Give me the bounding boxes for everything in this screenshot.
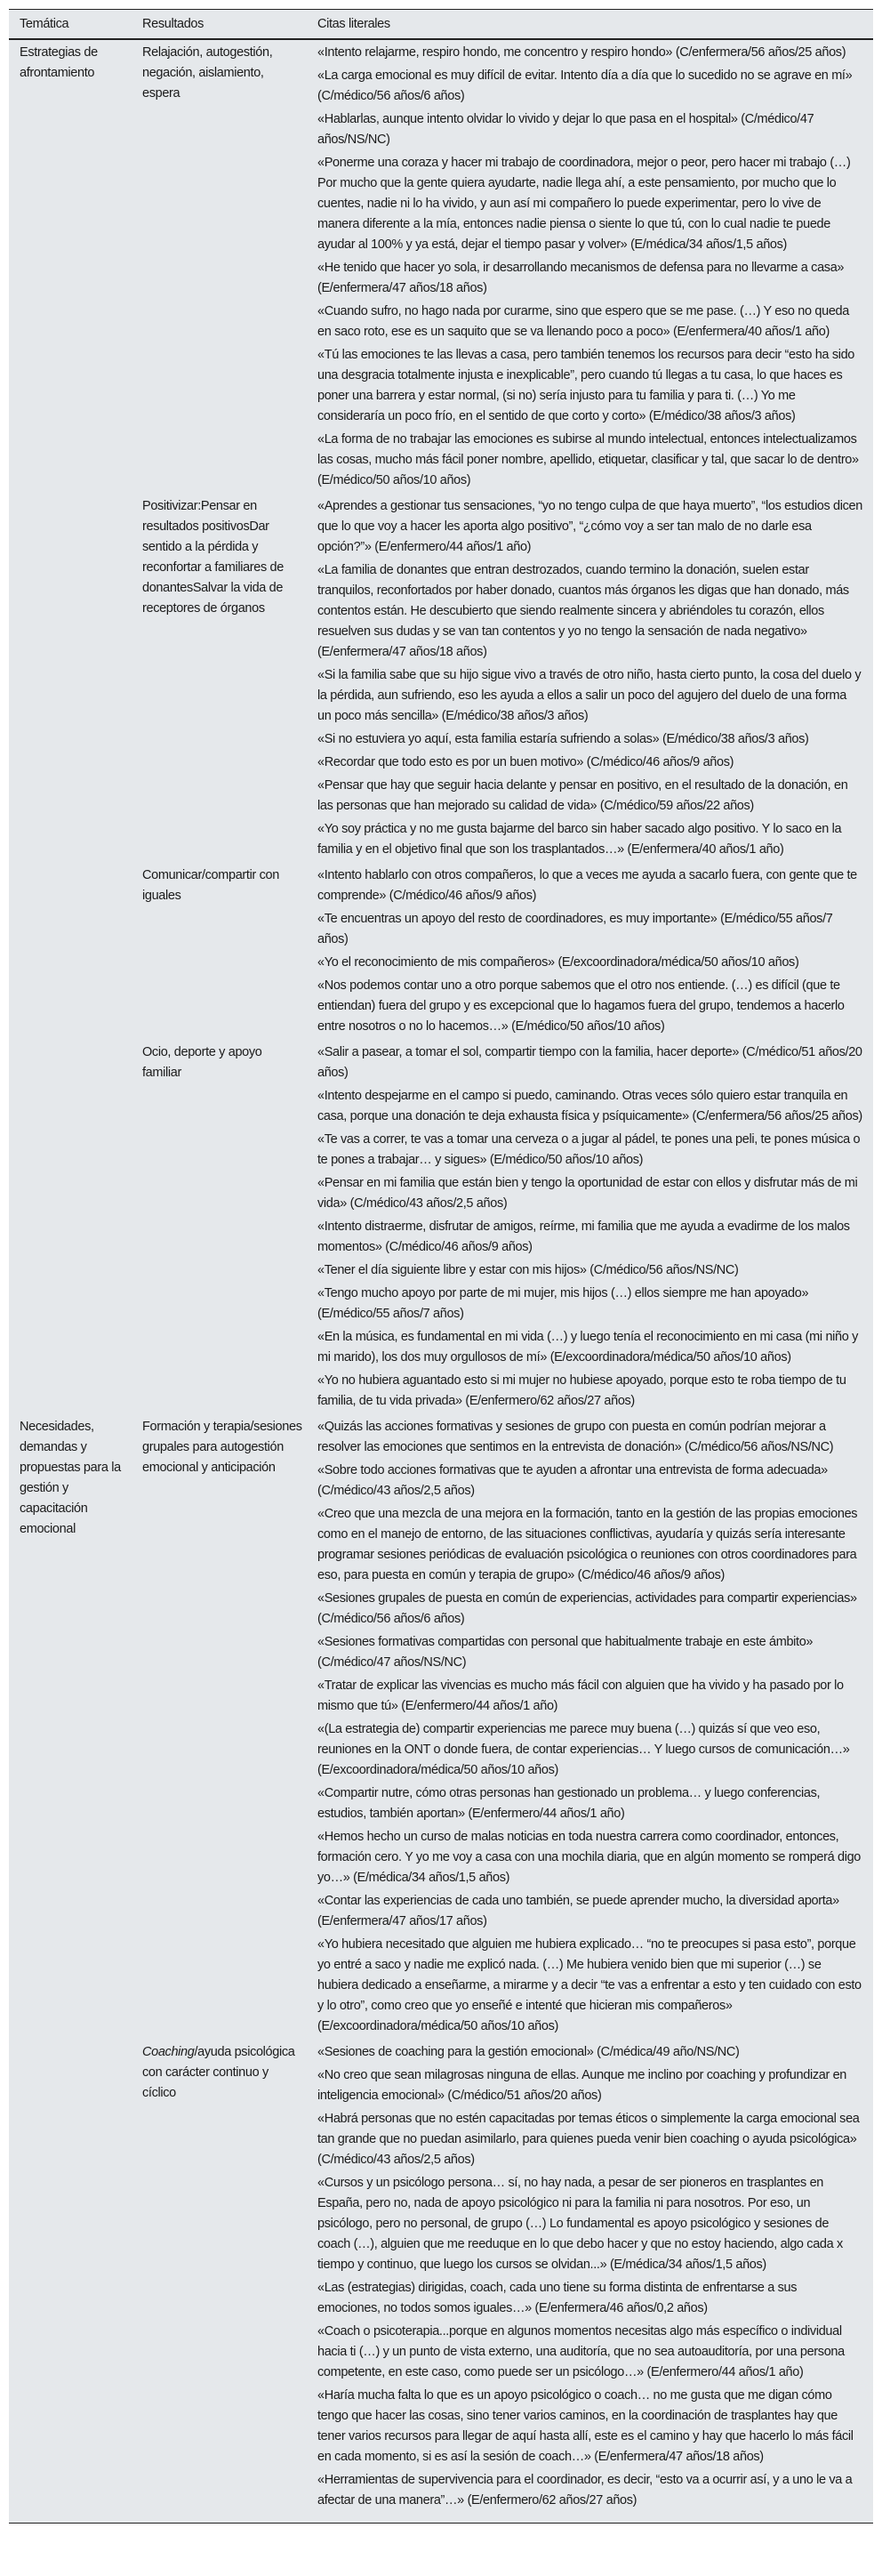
header-resultados: Resultados [132, 10, 307, 39]
literal-quote: «Sobre todo acciones formativas que te ayuden a afrontar una entrevista de forma adecuada» (C/médico/43 años/2,5 años) [317, 1463, 828, 1498]
resultado-cell [132, 494, 307, 863]
table-body [9, 39, 873, 2523]
header-tematica: Temática [9, 10, 132, 39]
literal-quote: «Ponerme una coraza y hacer mi trabajo de coordinadora, mejor o peor, pero hacer mi trabajo (…) Por mucho que la gente quiera ayudarte, nadie llega ahí, a este pensamiento, por mucho que lo cuentes, nadie ni lo ha vivido, y aun así mi compañero lo puede experimentar, pero lo vive de manera diferente a la mía, entonces nadie piensa o siente lo que tú, con lo cual nadie te puede ayudar al 100% y ya está, dejar el tiempo pasar y volver» (E/médica/34 años/1,5 años) [317, 156, 851, 252]
literal-quote: «Compartir nutre, cómo otras personas han gestionado un problema… y luego conferencias, estudios, también aportan» (E/enfermero/44 años/1 año) [317, 1786, 821, 1821]
literal-quote: «En la música, es fundamental en mi vida (…) y luego tenía el reconocimiento en mi casa (mi niño y mi marido), los dos muy orgullosos de mí» (E/excoordinadora/médica/50 años/10 años) [317, 1330, 859, 1364]
results-table-container [9, 9, 873, 2524]
literal-quote: «Tengo mucho apoyo por parte de mi mujer, mis hijos (…) ellos siempre me han apoyado» (E/médico/55 años/7 años) [317, 1286, 809, 1321]
resultado-cell [132, 1414, 307, 2040]
literal-quote: «(La estrategia de) compartir experiencias me parece muy buena (…) quizás sí que veo eso, reuniones en la ONT o donde fuera, de contar experiencias… Y luego cursos de comunicación…» (E/excoordinadora/médica/50 años/10 años) [317, 1722, 850, 1777]
literal-quote: «Yo hubiera necesitado que alguien me hubiera explicado… “no te preocupes si pasa esto”, porque yo entré a saco y nadie me explicó nada. (…) Me hubiera venido bien que mi superior (…) se hubiera dedicado a enseñarme, a mirarme y a decir “te vas a enfrentar a esto y ten cuidado con esto y lo otro”, como creo que yo enseñé e intenté que hicieran mis compañeros» (E/excoordinadora/médica/50 años/10 años) [317, 1937, 862, 2033]
literal-quote: «Intento hablarlo con otros compañeros, lo que a veces me ayuda a sacarlo fuera, con gente que te comprende» (C/médico/46 años/9 años) [317, 868, 857, 903]
tematica-cell: Estrategias de afrontamiento [20, 45, 98, 80]
table-row [9, 2040, 873, 2523]
literal-quote: «Contar las experiencias de cada uno también, se puede aprender mucho, la diversidad aporta» (E/enfermera/47 años/17 años) [317, 1894, 839, 1928]
literal-quote: «Quizás las acciones formativas y sesiones de grupo con puesta en común podrían mejorar a resolver las emociones que sentimos en la entrevista de donación» (C/médico/56 años/NS/NC) [317, 1420, 834, 1454]
citas-cell [307, 863, 873, 1040]
literal-quote: «Si la familia sabe que su hijo sigue vivo a través de otro niño, hasta cierto punto, la cosa del duelo y la pérdida, aun sufriendo, eso les ayuda a ellos a salir un poco del agujero del duelo de una forma un poco más sencilla» (E/médico/38 años/3 años) [317, 668, 862, 723]
literal-quote: «Creo que una mezcla de una mejora en la formación, tanto en la gestión de las propias emociones como en el manejo de entorno, de las situaciones conflictivas, ayudaría y quizás sería interesante programar sesiones periódicas de evaluación psicológica o reuniones con otros coordinadores para eso, para puesta en común y terapia de grupo» (C/médico/46 años/9 años) [317, 1507, 858, 1582]
literal-quote: «Yo el reconocimiento de mis compañeros» (E/excoordinadora/médica/50 años/10 años) [317, 955, 799, 970]
resultado-text: Ocio, deporte y apoyo familiar [142, 1045, 262, 1080]
literal-quote: «Intento despejarme en el campo si puedo, caminando. Otras veces sólo quiero estar tranquila en casa, porque una donación te deja exhausta física y psíquicamente» (C/enfermera/56 años/25 años) [317, 1089, 862, 1123]
literal-quote: «Sesiones grupales de puesta en común de experiencias, actividades para compartir experiencias» (C/médico/56 años/6 años) [317, 1591, 857, 1626]
literal-quote: «Tú las emociones te las llevas a casa, pero también tenemos los recursos para decir “esto ha sido una desgracia totalmente injusta e inexplicable”, pero cuando tú llegas a tu casa, lo que haces es poner una barrera y estar normal, (si no) sería injusto para tu familia y para ti. (…) Yo me consideraría un poco frío, en el sentido de que corto y corto» (E/médico/38 años/3 años) [317, 348, 855, 423]
literal-quote: «Pensar que hay que seguir hacia delante y pensar en positivo, en el resultado de la donación, en las personas que han mejorado su calidad de vida» (C/médico/59 años/22 años) [317, 778, 848, 813]
literal-quote: «La familia de donantes que entran destrozados, cuando termino la donación, suelen estar tranquilos, reconfortados por haber donado, cuantos más órganos les digas que han donado, más contentos están. He descubierto que siendo realmente sincera y abriéndoles tu corazón, ellos resuelven sus dudas y se van tan contentos y yo no tengo la sensación de nada negativo» (E/enfermera/47 años/18 años) [317, 563, 849, 659]
literal-quote: «Yo no hubiera aguantado esto si mi mujer no hubiese apoyado, porque esto te roba tiempo de tu familia, de tu vida privada» (E/enfermero/62 años/27 años) [317, 1373, 846, 1408]
literal-quote: «He tenido que hacer yo sola, ir desarrollando mecanismos de defensa para no llevarme a casa» (E/enfermera/47 años/18 años) [317, 261, 845, 295]
literal-quote: «Si no estuviera yo aquí, esta familia estaría sufriendo a solas» (E/médico/38 años/3 años) [317, 732, 809, 746]
resultado-text: Comunicar/compartir con iguales [142, 868, 279, 903]
literal-quote: «La forma de no trabajar las emociones es subirse al mundo intelectual, entonces intelectualizamos las cosas, mucho más fácil poner nombre, apellido, etiquetar, clasificar y tal, que sacar lo de dentro» (E/médico/50 años/10 años) [317, 432, 859, 487]
resultado-italic-term: Coaching [142, 2045, 195, 2059]
resultado-cell [132, 39, 307, 494]
literal-quote: «Coach o psicoterapia...porque en algunos momentos necesitas algo más específico o individual hacia ti (…) y un punto de vista externo, una auditoría, que no sea autoauditoría, por una persona competente, en este caso, como puede ser un psicólogo…» (E/enfermero/44 años/1 año) [317, 2324, 845, 2379]
literal-quote: «Habrá personas que no estén capacitadas por temas éticos o simplemente la carga emocional sea tan grande que no puedan asimilarlo, para quienes pueda venir bien coaching o ayuda psicológica» (C/médico/43 años/2,5 años) [317, 2112, 860, 2167]
table-row [9, 863, 873, 1040]
header-citas: Citas literales [307, 10, 873, 39]
literal-quote: «Intento relajarme, respiro hondo, me concentro y respiro hondo» (C/enfermera/56 años/25 años) [317, 45, 846, 60]
literal-quote: «No creo que sean milagrosas ninguna de ellas. Aunque me inclino por coaching y profundizar en inteligencia emocional» (C/médico/51 años/20 años) [317, 2068, 847, 2103]
tematica-cell: Necesidades, demandas y propuestas para la gestión y capacitación emocional [20, 1420, 121, 1536]
citas-cell [307, 1040, 873, 1414]
results-table [9, 10, 873, 2523]
resultado-cell [132, 2040, 307, 2523]
literal-quote: «Intento distraerme, disfrutar de amigos, reírme, mi familia que me ayuda a evadirme de los malos momentos» (C/médico/46 años/9 años) [317, 1220, 850, 1254]
resultado-text: Formación y terapia/sesiones grupales para autogestión emocional y anticipación [142, 1420, 302, 1475]
citas-cell [307, 494, 873, 863]
literal-quote: «Aprendes a gestionar tus sensaciones, “yo no tengo culpa de que haya muerto”, “los estudios dicen que lo que voy a hacer les aporta algo positivo”, “¿cómo voy a ser tan malo de no darle esa opción?”» (E/enfermero/44 años/1 año) [317, 499, 862, 554]
literal-quote: «Pensar en mi familia que están bien y tengo la oportunidad de estar con ellos y disfrutar más de mi vida» (C/médico/43 años/2,5 años) [317, 1176, 858, 1211]
literal-quote: «Herramientas de supervivencia para el coordinador, es decir, “esto va a ocurrir así, y a uno le va a afectar de una manera”…» (E/enfermero/62 años/27 años) [317, 2473, 853, 2508]
resultado-text: Relajación, autogestión, negación, aislamiento, espera [142, 45, 273, 101]
literal-quote: «Recordar que todo esto es por un buen motivo» (C/médico/46 años/9 años) [317, 755, 734, 769]
literal-quote: «Sesiones de coaching para la gestión emocional» (C/médica/49 año/NS/NC) [317, 2045, 740, 2059]
literal-quote: «Las (estrategias) dirigidas, coach, cada uno tiene su forma distinta de enfrentarse a sus emociones, no todos somos iguales…» (E/enfermera/46 años/0,2 años) [317, 2281, 798, 2315]
literal-quote: «Hablarlas, aunque intento olvidar lo vivido y dejar lo que pasa en el hospital» (C/médico/47 años/NS/NC) [317, 112, 814, 147]
literal-quote: «Te vas a correr, te vas a tomar una cerveza o a jugar al pádel, te pones una peli, te pones música o te pones a trabajar… y sigues» (E/médico/50 años/10 años) [317, 1132, 861, 1167]
literal-quote: «Sesiones formativas compartidas con personal que habitualmente trabaje en este ámbito» (C/médico/47 años/NS/NC) [317, 1635, 814, 1670]
table-row [9, 1040, 873, 1414]
citas-cell [307, 2040, 873, 2523]
literal-quote: «Cuando sufro, no hago nada por curarme, sino que espero que se me pase. (…) Y eso no queda en saco roto, ese es un saquito que se va llenando poco a poco» (E/enfermera/40 años/1 año) [317, 304, 849, 339]
literal-quote: «Te encuentras un apoyo del resto de coordinadores, es muy importante» (E/médico/55 años/7 años) [317, 912, 833, 946]
literal-quote: «Haría mucha falta lo que es un apoyo psicológico o coach… no me gusta que me digan cómo tengo que hacer las cosas, sino tener varios caminos, en la coordinación de trasplantes hay que tener varios recursos para llegar de aquí hasta allí, este es el camino y hay que hacerlo lo más fácil en cada momento, si es así la sesión de coach…» (E/enfermera/47 años/18 años) [317, 2388, 854, 2464]
literal-quote: «Hemos hecho un curso de malas noticias en toda nuestra carrera como coordinador, entonces, formación cero. Y yo me voy a casa con una mochila diaria, que en algún momento se romperá digo yo…» (E/médica/34 años/1,5 años) [317, 1830, 862, 1885]
literal-quote: «Nos podemos contar uno a otro porque sabemos que el otro nos entiende. (…) es difícil (que te entiendan) fuera del grupo y es excepcional que lo hagamos fuera del grupo, tendemos a hacerlo entre nosotros o no lo hacemos…» (E/médico/50 años/10 años) [317, 978, 845, 1034]
table-row [9, 1414, 873, 2040]
citas-cell [307, 39, 873, 494]
table-row [9, 494, 873, 863]
literal-quote: «Tratar de explicar las vivencias es mucho más fácil con alguien que ha vivido y ha pasado por lo mismo que tú» (E/enfermero/44 años/1 año) [317, 1678, 844, 1713]
literal-quote: «Tener el día siguiente libre y estar con mis hijos» (C/médico/56 años/NS/NC) [317, 1263, 739, 1277]
citas-cell [307, 1414, 873, 2040]
resultado-text: Positivizar:Pensar en resultados positivosDar sentido a la pérdida y reconfortar a familiares de donantesSalvar la vida de receptores de órganos [142, 499, 284, 616]
resultado-cell [132, 863, 307, 1040]
resultado-cell [132, 1040, 307, 1414]
literal-quote: «La carga emocional es muy difícil de evitar. Intento día a día que lo sucedido no se agrave en mí» (C/médico/56 años/6 años) [317, 68, 853, 103]
literal-quote: «Salir a pasear, a tomar el sol, compartir tiempo con la familia, hacer deporte» (C/médico/51 años/20 años) [317, 1045, 862, 1080]
table-header-row [9, 10, 873, 39]
literal-quote: «Cursos y un psicólogo persona… sí, no hay nada, a pesar de ser pioneros en trasplantes en España, pero no, nada de apoyo psicológico ni para la familia ni para nosotros. Por eso, un psicólogo, pero no personal, de grupo (…) Lo fundamental es apoyo psicológico y sesiones de coach (…), alguien que me reeduque en lo que debo hacer y que no estoy haciendo, algo cada x tiempo y continuo, que luego los cursos se olvidan...» (E/médica/34 años/1,5 años) [317, 2176, 843, 2272]
table-row [9, 39, 873, 494]
literal-quote: «Yo soy práctica y no me gusta bajarme del barco sin haber sacado algo positivo. Y lo saco en la familia y en el objetivo final que son los trasplantados…» (E/enfermera/40 años/1 año) [317, 822, 842, 857]
resultado-text: /ayuda psicológica con carácter continuo y cíclico [142, 2045, 295, 2100]
